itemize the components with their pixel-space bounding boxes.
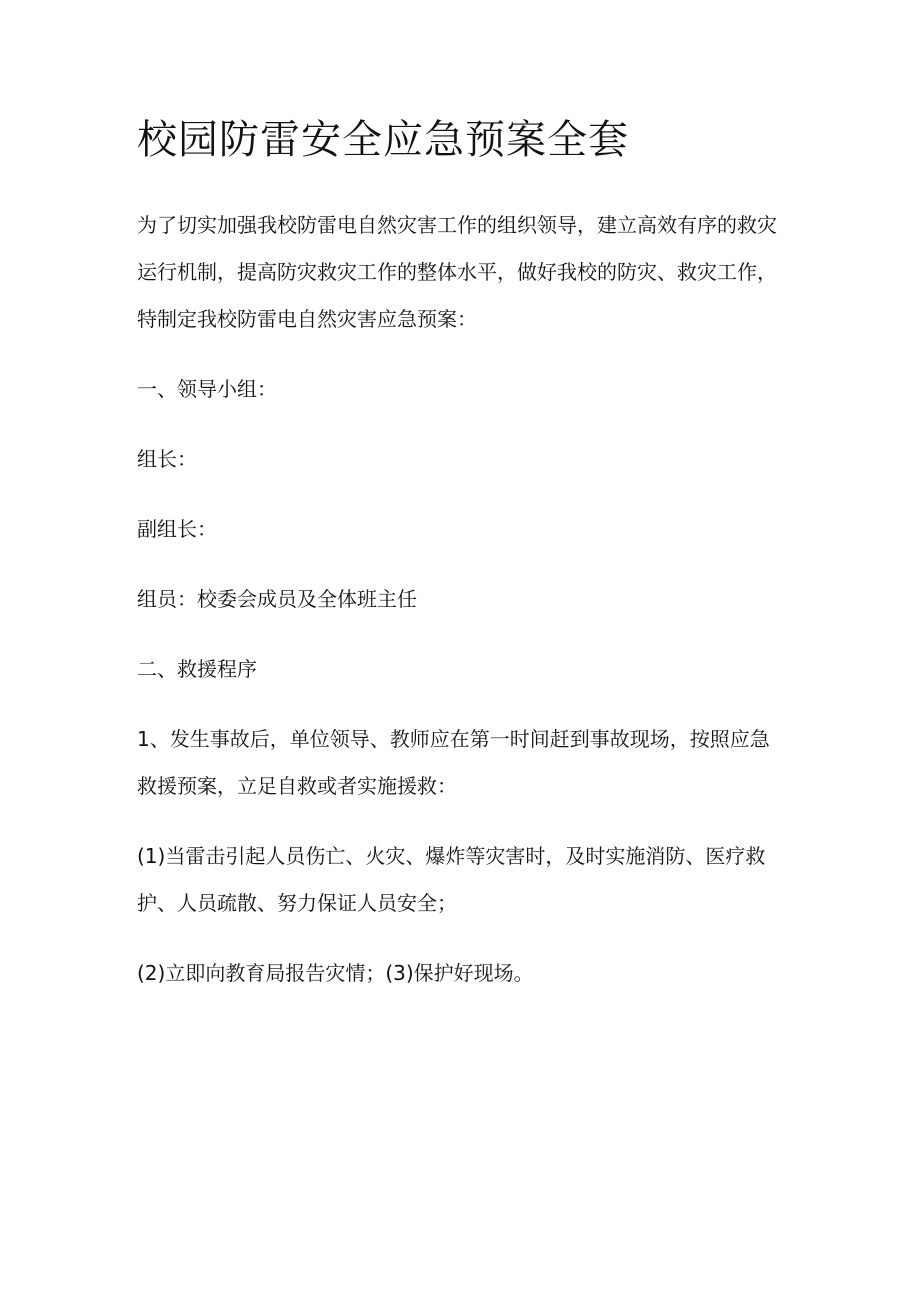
section-heading-rescue-procedure: 二、救援程序 — [137, 657, 257, 681]
vice-leader-label: 副组长： — [137, 517, 217, 541]
rescue-step-1 — [137, 716, 787, 810]
rescue-item-2-3: (2)立即向教育局报告灾情；(3)保护好现场。 — [137, 961, 534, 985]
rescue-item-1 — [137, 833, 787, 927]
section-heading-leadership: 一、领导小组： — [137, 377, 277, 401]
rescue-item-1-line: (1)当雷击引起人员伤亡、火灾、爆炸等灾害时，及时实施消防、医疗救 — [137, 844, 766, 868]
rescue-item-1-line: 护、人员疏散、努力保证人员安全； — [137, 891, 457, 915]
intro-line: 特制定我校防雷电自然灾害应急预案： — [137, 307, 477, 331]
rescue-step-1-line: 救援预案，立足自救或者实施援救： — [137, 774, 457, 798]
document-title: 校园防雷安全应急预案全套 — [137, 117, 629, 163]
leader-label: 组长： — [137, 447, 197, 471]
members-line: 组员：校委会成员及全体班主任 — [137, 587, 417, 611]
rescue-step-1-line: 1、发生事故后，单位领导、教师应在第一时间赶到事故现场，按照应急 — [137, 727, 770, 751]
intro-line: 为了切实加强我校防雷电自然灾害工作的组织领导，建立高效有序的救灾 — [137, 213, 777, 237]
intro-line: 运行机制，提高防灾救灾工作的整体水平，做好我校的防灾、救灾工作， — [137, 260, 777, 284]
intro-paragraph — [137, 202, 787, 343]
